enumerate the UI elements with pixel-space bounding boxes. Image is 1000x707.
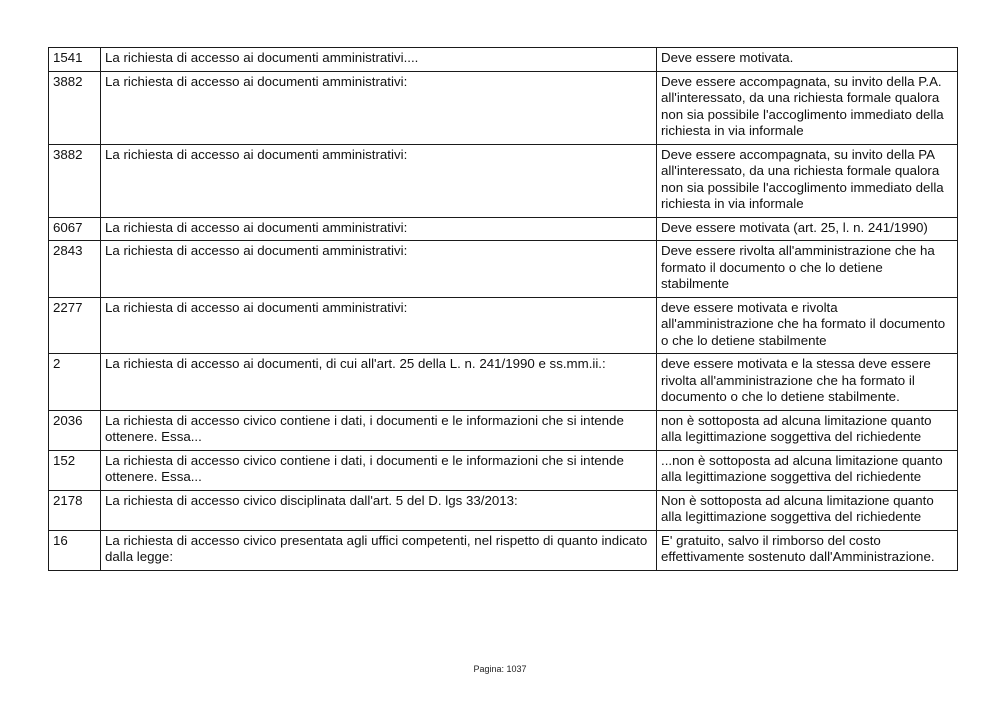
table-row [49,410,958,450]
answer-text: Non è sottoposta ad alcuna limitazione quanto alla legittimazione soggettiva del richiedente [657,490,958,530]
question-text: La richiesta di accesso civico contiene i dati, i documenti e le informazioni che si intende ottenere. Essa... [101,410,657,450]
question-text: La richiesta di accesso ai documenti amministrativi: [101,217,657,241]
question-id: 16 [49,530,101,570]
question-id: 2178 [49,490,101,530]
answer-text: Deve essere motivata (art. 25, l. n. 241/1990) [657,217,958,241]
answer-text: Deve essere accompagnata, su invito della PA all'interessato, da una richiesta formale qualora non sia possibile l'accoglimento immediato della richiesta in via informale [657,144,958,217]
answer-text: E' gratuito, salvo il rimborso del costo effettivamente sostenuto dall'Amministrazione. [657,530,958,570]
answer-text: Deve essere accompagnata, su invito della P.A. all'interessato, da una richiesta formale qualora non sia possibile l'accoglimento immediato della richiesta in via informale [657,71,958,144]
answer-text: non è sottoposta ad alcuna limitazione quanto alla legittimazione soggettiva del richiedente [657,410,958,450]
question-id: 152 [49,450,101,490]
answer-text: Deve essere motivata. [657,48,958,72]
question-id: 6067 [49,217,101,241]
table-row [49,297,958,354]
answer-text: deve essere motivata e la stessa deve essere rivolta all'amministrazione che ha formato il documento o che lo detiene stabilmente. [657,354,958,411]
question-text: La richiesta di accesso ai documenti amministrativi: [101,71,657,144]
answer-text: Deve essere rivolta all'amministrazione che ha formato il documento o che lo detiene stabilmente [657,241,958,298]
question-id: 2277 [49,297,101,354]
question-text: La richiesta di accesso ai documenti amministrativi: [101,144,657,217]
table-row [49,530,958,570]
question-id: 2 [49,354,101,411]
table-row [49,241,958,298]
table-row [49,48,958,72]
question-text: La richiesta di accesso civico presentata agli uffici competenti, nel rispetto di quanto indicato dalla legge: [101,530,657,570]
question-text: La richiesta di accesso ai documenti, di cui all'art. 25 della L. n. 241/1990 e ss.mm.ii.: [101,354,657,411]
question-table [48,47,958,571]
question-text: La richiesta di accesso civico disciplinata dall'art. 5 del D. lgs 33/2013: [101,490,657,530]
table-row [49,144,958,217]
table-row [49,490,958,530]
page-number: Pagina: 1037 [473,664,527,674]
question-id: 1541 [49,48,101,72]
question-text: La richiesta di accesso civico contiene i dati, i documenti e le informazioni che si intende ottenere. Essa... [101,450,657,490]
answer-text: ...non è sottoposta ad alcuna limitazione quanto alla legittimazione soggettiva del richiedente [657,450,958,490]
question-text: La richiesta di accesso ai documenti amministrativi: [101,241,657,298]
question-text: La richiesta di accesso ai documenti amministrativi: [101,297,657,354]
question-id: 2843 [49,241,101,298]
table-row [49,450,958,490]
question-id: 2036 [49,410,101,450]
table-row [49,354,958,411]
question-text: La richiesta di accesso ai documenti amministrativi.... [101,48,657,72]
question-id: 3882 [49,144,101,217]
table-row [49,71,958,144]
answer-text: deve essere motivata e rivolta all'amministrazione che ha formato il documento o che lo detiene stabilmente [657,297,958,354]
table-row [49,217,958,241]
question-id: 3882 [49,71,101,144]
